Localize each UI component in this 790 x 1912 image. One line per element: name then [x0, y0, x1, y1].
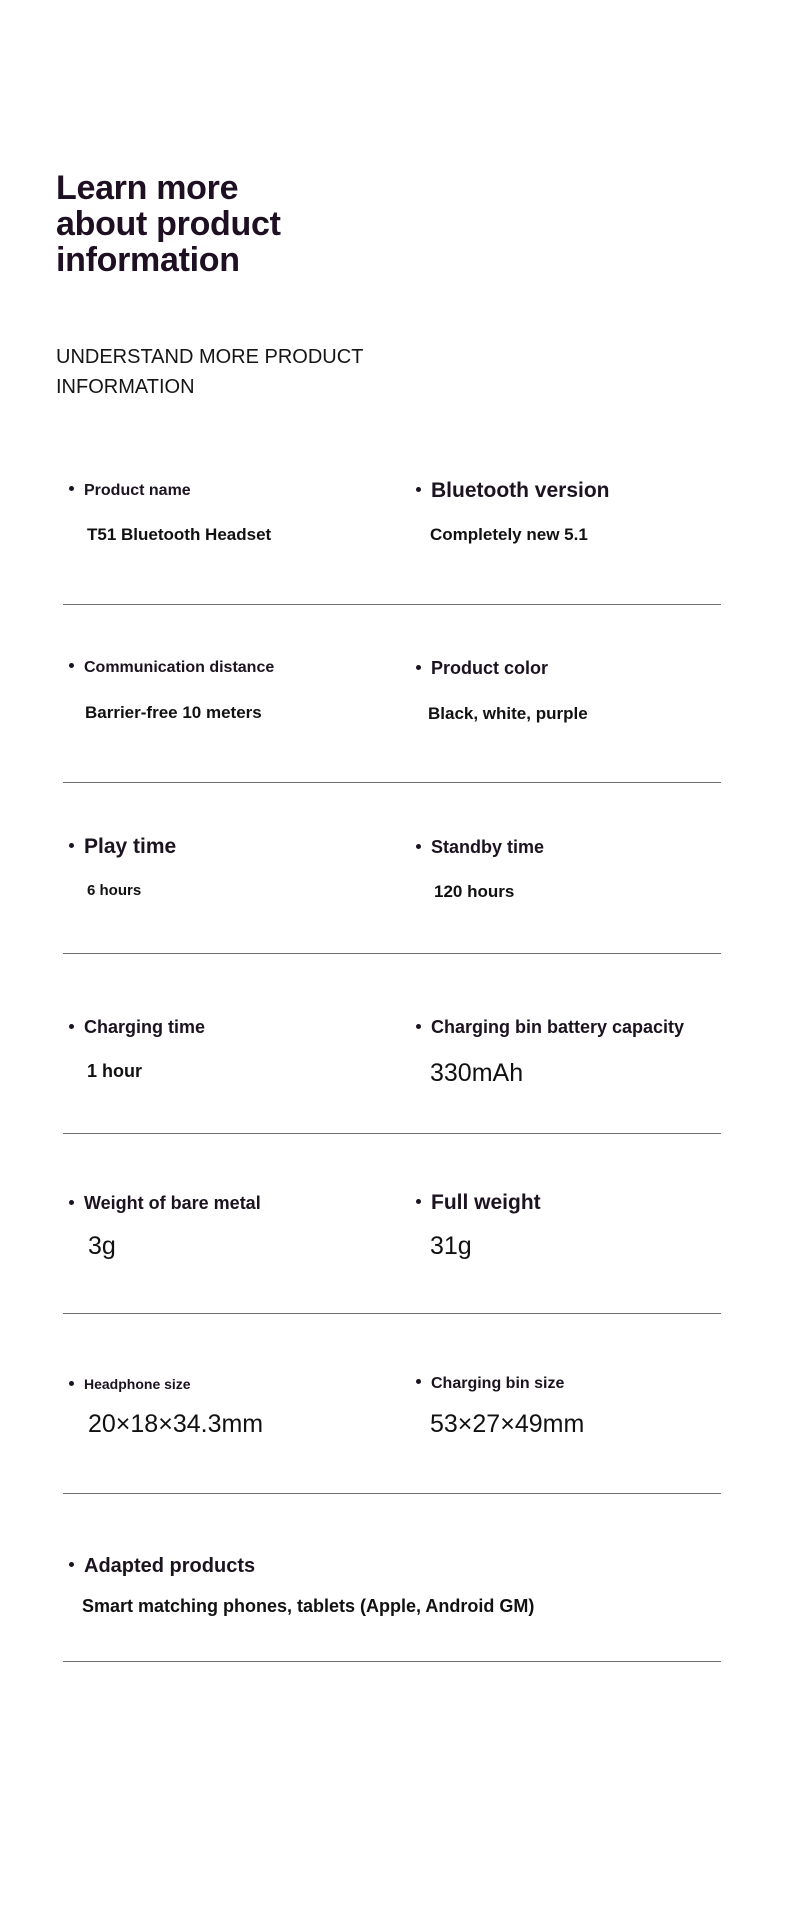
bullet-icon [69, 843, 74, 848]
spec-label: Standby time [416, 837, 544, 858]
bullet-icon [416, 1199, 421, 1204]
page-subtitle: UNDERSTAND MORE PRODUCT INFORMATION [56, 346, 364, 398]
spec-row [63, 467, 721, 605]
bullet-icon [416, 1024, 421, 1029]
spec-value: 120 hours [434, 882, 515, 901]
spec-value: 6 hours [87, 882, 142, 899]
spec-label: Product color [416, 658, 548, 679]
spec-label: Bluetooth version [416, 479, 610, 503]
spec-label: Charging time [69, 1017, 205, 1038]
spec-row [63, 823, 721, 954]
bullet-icon [416, 665, 421, 670]
spec-value: 53×27×49mm [430, 1410, 585, 1438]
bullet-icon [69, 1562, 74, 1567]
spec-value: 3g [88, 1232, 116, 1260]
spec-label: Communication distance [69, 659, 274, 677]
page-title: Learn more about product information [56, 169, 281, 279]
spec-row [63, 1003, 721, 1134]
spec-value: 1 hour [87, 1061, 143, 1081]
spec-value: T51 Bluetooth Headset [87, 525, 272, 544]
spec-label: Charging bin size [416, 1375, 564, 1393]
spec-value: Completely new 5.1 [430, 525, 588, 544]
bullet-icon [416, 844, 421, 849]
spec-value: Black, white, purple [428, 704, 588, 723]
bullet-icon [416, 487, 421, 492]
spec-label: Weight of bare metal [69, 1193, 261, 1214]
bullet-icon [69, 1200, 74, 1205]
spec-label: Play time [69, 835, 176, 859]
spec-label: Headphone size [69, 1376, 191, 1392]
spec-label: Product name [69, 482, 191, 500]
spec-value: 330mAh [430, 1059, 524, 1087]
bullet-icon [69, 663, 74, 668]
spec-value: 20×18×34.3mm [88, 1410, 264, 1438]
bullet-icon [69, 486, 74, 491]
bullet-icon [416, 1379, 421, 1384]
spec-label: Charging bin battery capacity [416, 1017, 684, 1038]
spec-value: 31g [430, 1232, 472, 1260]
spec-row [63, 645, 721, 783]
spec-row [63, 1360, 721, 1494]
spec-row [63, 1545, 721, 1662]
bullet-icon [69, 1024, 74, 1029]
bullet-icon [69, 1381, 74, 1386]
spec-label: Full weight [416, 1191, 541, 1215]
spec-value: Barrier-free 10 meters [85, 703, 262, 722]
spec-label: Adapted products [69, 1555, 255, 1578]
spec-row [63, 1180, 721, 1314]
spec-value: Smart matching phones, tablets (Apple, Android GM) [82, 1596, 535, 1616]
